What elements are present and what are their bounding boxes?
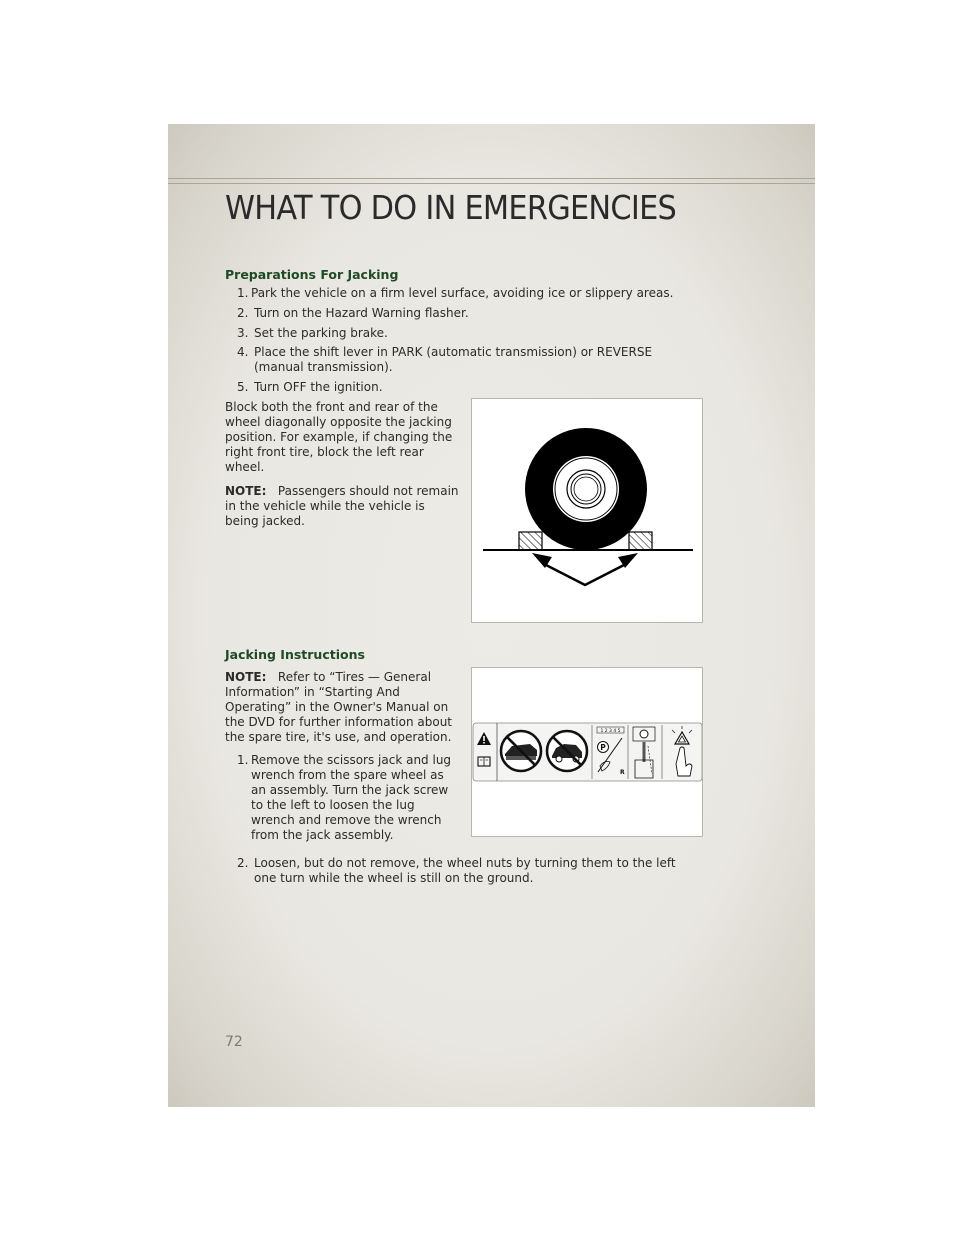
header-rule-bottom <box>168 183 815 184</box>
warning-label-strip <box>472 668 702 836</box>
section-heading-jacking: Jacking Instructions <box>225 647 365 662</box>
wheel-block-figure <box>471 398 703 623</box>
no-starting-engine-icon <box>547 731 587 771</box>
no-person-under-vehicle-icon <box>501 731 541 771</box>
pointer-arrows-icon <box>532 553 638 585</box>
spare-tire-note: NOTE: Refer to “Tires — General Information” in “Starting And Operating” in the Owner's Manual on the DVD for further information about the spare tire, it's use, and operation. <box>225 670 453 744</box>
svg-text:1 2 3 4 5: 1 2 3 4 5 <box>600 729 621 734</box>
passenger-note: NOTE: Passengers should not remain in the vehicle while the vehicle is being jacked. <box>225 484 459 528</box>
rear-wheel-chock-icon <box>629 532 652 550</box>
svg-text:R: R <box>620 769 625 776</box>
page-number: 72 <box>225 1034 243 1050</box>
wheel-block-illustration <box>472 399 702 622</box>
note-label: NOTE: <box>225 670 267 684</box>
jack-warning-label-figure <box>471 667 703 837</box>
header-rule-top <box>168 178 815 179</box>
page-title: WHAT TO DO IN EMERGENCIES <box>225 188 677 227</box>
block-wheel-paragraph: Block both the front and rear of the wheel diagonally opposite the jacking position. For example, if changing the right front tire, block the left rear wheel. <box>225 400 453 474</box>
note-label: NOTE: <box>225 484 267 498</box>
front-wheel-chock-icon <box>519 532 542 550</box>
section-heading-preparations: Preparations For Jacking <box>225 267 399 282</box>
svg-text:P: P <box>600 743 606 752</box>
